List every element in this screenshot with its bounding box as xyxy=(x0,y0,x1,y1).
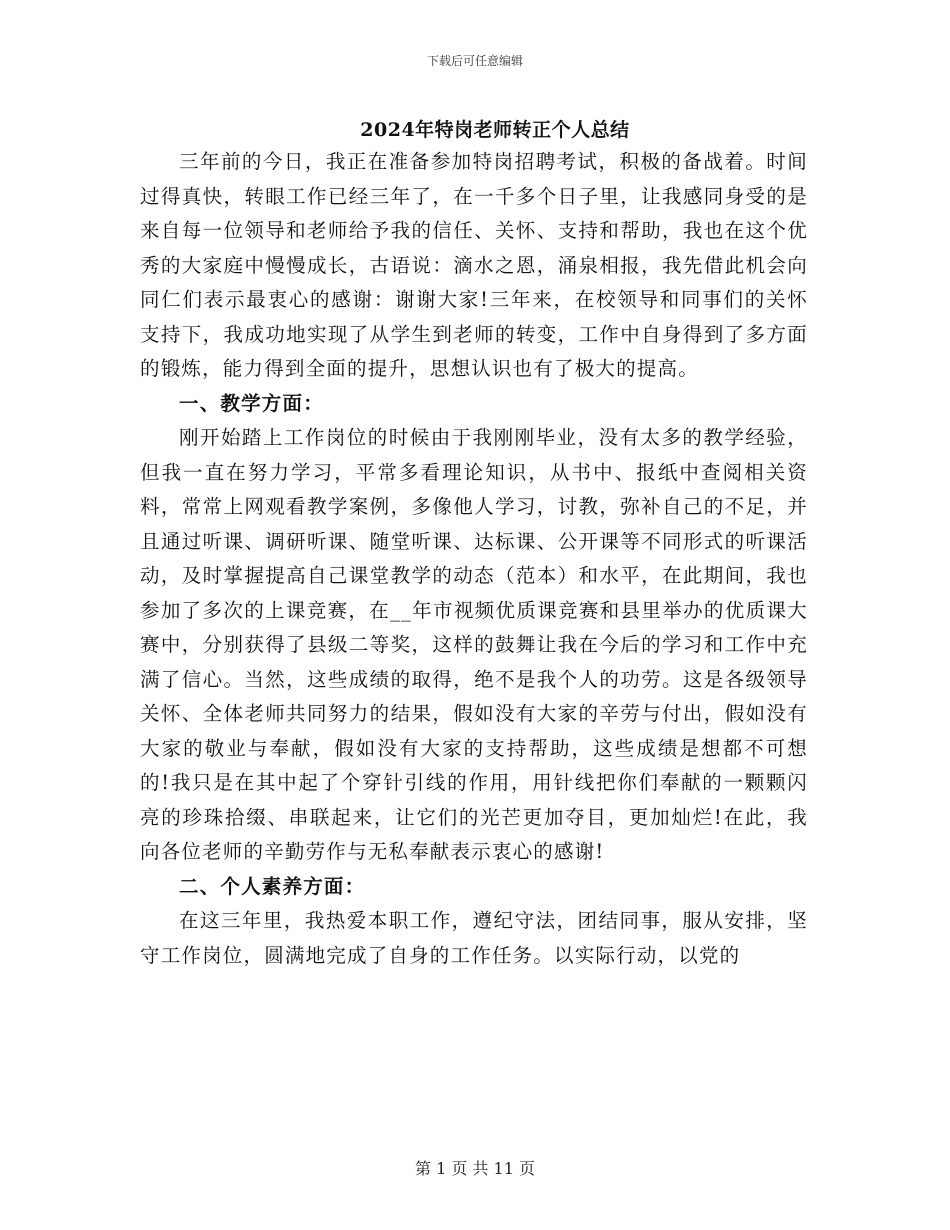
paragraph-intro: 三年前的今日，我正在准备参加特岗招聘考试，积极的备战着。时间过得真快，转眼工作已经三年了，在一千多个日子里，让我感同身受的是来自每一位领导和老师给予我的信任、关怀、支持和帮助，我也在这个优秀的大家庭中慢慢成长，古语说：滴水之恩，涌泉相报，我先借此机会向同仁们表示最衷心的感谢：谢谢大家!三年来，在校领导和同事们的关怀支持下，我成功地实现了从学生到老师的转变，工作中自身得到了多方面的锻炼，能力得到全面的提升，思想认识也有了极大的提高。 xyxy=(140,150,808,380)
paragraph-teaching: 刚开始踏上工作岗位的时候由于我刚刚毕业，没有太多的教学经验，但我一直在努力学习，平常多看理论知识，从书中、报纸中查阅相关资料，常常上网观看教学案例，多像他人学习，讨教，弥补自己的不足，并且通过听课、调研听课、随堂听课、达标课、公开课等不同形式的听课活动，及时掌握提高自己课堂教学的动态（范本）和水平，在此期间，我也参加了多次的上课竞赛，在__年市视频优质课竞赛和县里举办的优质课大赛中，分别获得了县级二等奖，这样的鼓舞让我在今后的学习和工作中充满了信心。当然，这些成绩的取得，绝不是我个人的功劳。这是各级领导关怀、全体老师共同努力的结果，假如没有大家的辛劳与付出，假如没有大家的敬业与奉献，假如没有大家的支持帮助，这些成绩是想都不可想的!我只是在其中起了个穿针引线的作用，用针线把你们奉献的一颗颗闪亮的珍珠拾缀、串联起来，让它们的光芒更加夺目，更加灿烂!在此，我向各位老师的辛勤劳作与无私奉献表示衷心的感谢! xyxy=(140,426,808,863)
section-heading-personal: 二、个人素养方面： xyxy=(179,874,366,898)
document-body xyxy=(140,145,808,973)
page-footer: 第 1 页 共 11 页 xyxy=(415,1159,535,1178)
paragraph-personal: 在这三年里，我热爱本职工作，遵纪守法，团结同事，服从安排，坚守工作岗位，圆满地完成了自身的工作任务。以实际行动，以党的 xyxy=(140,909,808,967)
page-header: 下载后可任意编辑 xyxy=(426,54,523,68)
document-title: 2024年特岗老师转正个人总结 xyxy=(360,119,630,141)
section-heading-teaching: 一、教学方面： xyxy=(179,391,324,415)
